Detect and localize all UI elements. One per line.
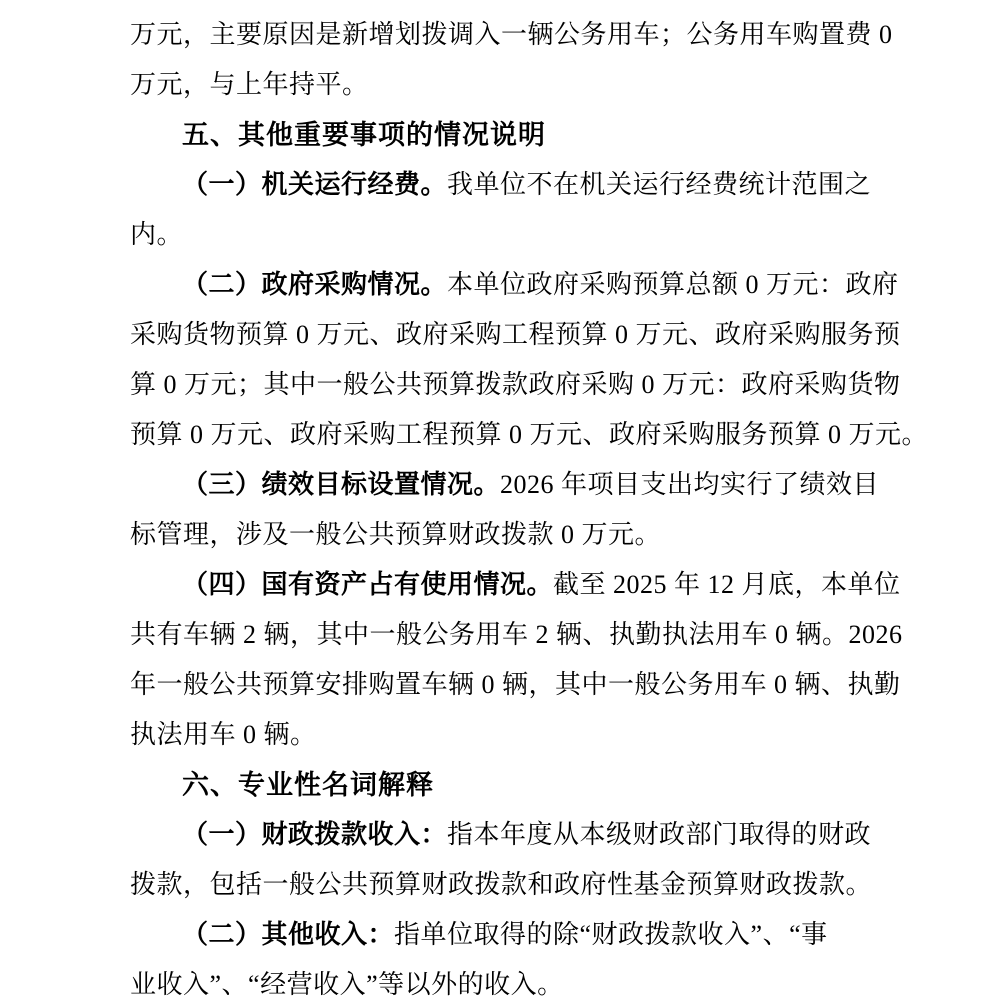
line-text: 算 0 万元；其中一般公共预算拨款政府采购 0 万元：政府采购货物 xyxy=(130,370,901,399)
text-line xyxy=(130,610,903,660)
text-line xyxy=(130,710,892,760)
text-line xyxy=(130,460,892,510)
text-line xyxy=(130,960,892,1002)
text-line xyxy=(130,660,901,710)
line-lead: （一）机关运行经费。 xyxy=(182,170,448,199)
line-text: 本单位政府采购预算总额 0 万元：政府 xyxy=(447,270,899,299)
text-line xyxy=(130,560,901,610)
line-text: 执法用车 0 辆。 xyxy=(130,720,317,749)
heading-text: 五、其他重要事项的情况说明 xyxy=(182,120,546,150)
text-line xyxy=(130,10,892,60)
text-line xyxy=(130,910,892,960)
text-line xyxy=(130,310,901,360)
text-line xyxy=(130,360,901,410)
line-text: 年一般公共预算安排购置车辆 0 辆，其中一般公务用车 0 辆、执勤 xyxy=(130,670,901,699)
line-text: 2026 年项目支出均实行了绩效目 xyxy=(500,470,880,499)
line-text: 我单位不在机关运行经费统计范围之 xyxy=(447,170,872,199)
line-text: 采购货物预算 0 万元、政府采购工程预算 0 万元、政府采购服务预 xyxy=(130,320,901,349)
line-lead: （四）国有资产占有使用情况。 xyxy=(182,570,554,599)
text-line xyxy=(130,860,892,910)
line-text: 截至 2025 年 12 月底，本单位 xyxy=(553,570,901,599)
line-text: 指本年度从本级财政部门取得的财政 xyxy=(447,820,872,849)
heading-text: 六、专业性名词解释 xyxy=(182,770,434,800)
section-heading-6 xyxy=(130,760,892,810)
line-lead: （二）政府采购情况。 xyxy=(182,270,448,299)
text-line xyxy=(130,210,892,260)
text-line xyxy=(130,260,899,310)
line-text: 拨款，包括一般公共预算财政拨款和政府性基金预算财政拨款。 xyxy=(130,870,873,899)
text-line xyxy=(130,60,892,110)
line-lead: （二）其他收入： xyxy=(182,920,395,949)
line-text: 标管理，涉及一般公共预算财政拨款 0 万元。 xyxy=(130,520,662,549)
document-body xyxy=(130,10,929,1002)
line-text: 预算 0 万元、政府采购工程预算 0 万元、政府采购服务预算 0 万元。 xyxy=(130,420,929,449)
line-text: 万元，主要原因是新增划拨调入一辆公务用车；公务用车购置费 0 xyxy=(130,20,893,49)
text-line xyxy=(130,810,892,860)
text-line xyxy=(130,160,892,210)
line-text: 指单位取得的除“财政拨款收入”、“事 xyxy=(394,920,828,949)
text-line xyxy=(130,410,929,460)
line-text: 万元，与上年持平。 xyxy=(130,70,369,99)
line-text: 共有车辆 2 辆，其中一般公务用车 2 辆、执勤执法用车 0 辆。2026 xyxy=(130,620,903,649)
section-heading-5 xyxy=(130,110,892,160)
text-line xyxy=(130,510,892,560)
line-lead: （三）绩效目标设置情况。 xyxy=(182,470,501,499)
line-lead: （一）财政拨款收入： xyxy=(182,820,448,849)
line-text: 内。 xyxy=(130,220,184,249)
line-text: 业收入”、“经营收入”等以外的收入。 xyxy=(130,970,564,999)
